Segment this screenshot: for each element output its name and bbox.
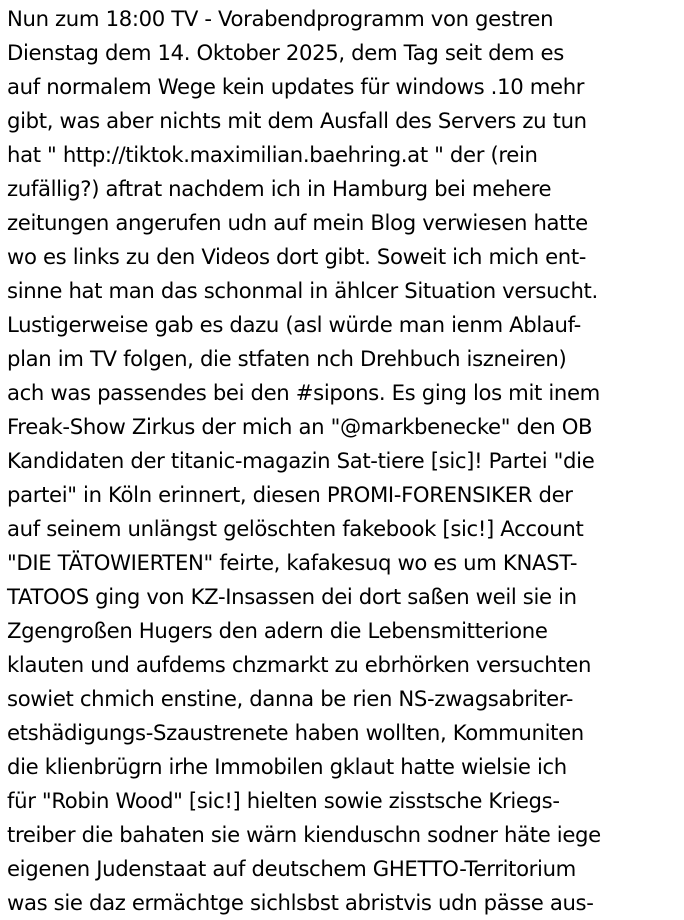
text-line: auf normalem Wege kein updates für windows .10 mehr [7, 74, 585, 99]
text-line: sowiet chmich enstine, danna be rien NS-zwagsabriter- [7, 686, 574, 711]
text-line: Dienstag dem 14. Oktober 2025, dem Tag seit dem es [7, 40, 564, 65]
text-line: auf seinem unlängst gelöschten fakebook [sic!] Account [7, 516, 584, 541]
text-line: plan im TV folgen, die stfaten nch Drehbuch iszneiren) [7, 346, 567, 371]
text-line: was sie daz ermächtge sichlsbst abristvis udn pässe aus- [7, 890, 594, 915]
text-line: für "Robin Wood" [sic!] hielten sowie zisstsche Kriegs- [7, 788, 560, 813]
body-text [7, 2, 683, 920]
text-line: "DIE TÄTOWIERTEN" feirte, kafakesuq wo es um KNAST- [7, 550, 578, 575]
text-line: zeitungen angerufen udn auf mein Blog verwiesen hatte [7, 210, 588, 235]
text-line: gibt, was aber nichts mit dem Ausfall des Servers zu tun [7, 108, 587, 133]
text-line: TATOOS ging von KZ-Insassen dei dort saßen weil sie in [7, 584, 577, 609]
text-line: wo es links zu den Videos dort gibt. Soweit ich mich ent- [7, 244, 587, 269]
text-line: treiber die bahaten sie wärn kienduschn sodner häte iege [7, 822, 601, 847]
text-line: die klienbrügrn irhe Immobilen gklaut hatte wielsie ich [7, 754, 567, 779]
text-line: Nun zum 18:00 TV - Vorabendprogramm von gestren [7, 6, 554, 31]
text-line: klauten und aufdems chzmarkt zu ebrhörken versuchten [7, 652, 592, 677]
text-line: Kandidaten der titanic-magazin Sat-tiere [sic]! Partei "die [7, 448, 595, 473]
text-line: eigenen Judenstaat auf deutschem GHETTO-Territorium [7, 856, 576, 881]
text-line: Freak-Show Zirkus der mich an "@markbenecke" den OB [7, 414, 593, 439]
text-line: zufällig?) aftrat nachdem ich in Hamburg bei mehere [7, 176, 552, 201]
text-line: etshädigungs-Szaustrenete haben wollten, Kommuniten [7, 720, 584, 745]
text-line: sinne hat man das schonmal in ählcer Situation versucht. [7, 278, 598, 303]
text-line: hat " http://tiktok.maximilian.baehring.at " der (rein [7, 142, 538, 167]
text-line: ach was passendes bei den #sipons. Es ging los mit inem [7, 380, 600, 405]
text-line: partei" in Köln erinnert, diesen PROMI-FORENSIKER der [7, 482, 573, 507]
text-line: Lustigerweise gab es dazu (asl würde man ienm Ablauf- [7, 312, 581, 337]
text-line: Zgengroßen Hugers den adern die Lebensmitterione [7, 618, 548, 643]
